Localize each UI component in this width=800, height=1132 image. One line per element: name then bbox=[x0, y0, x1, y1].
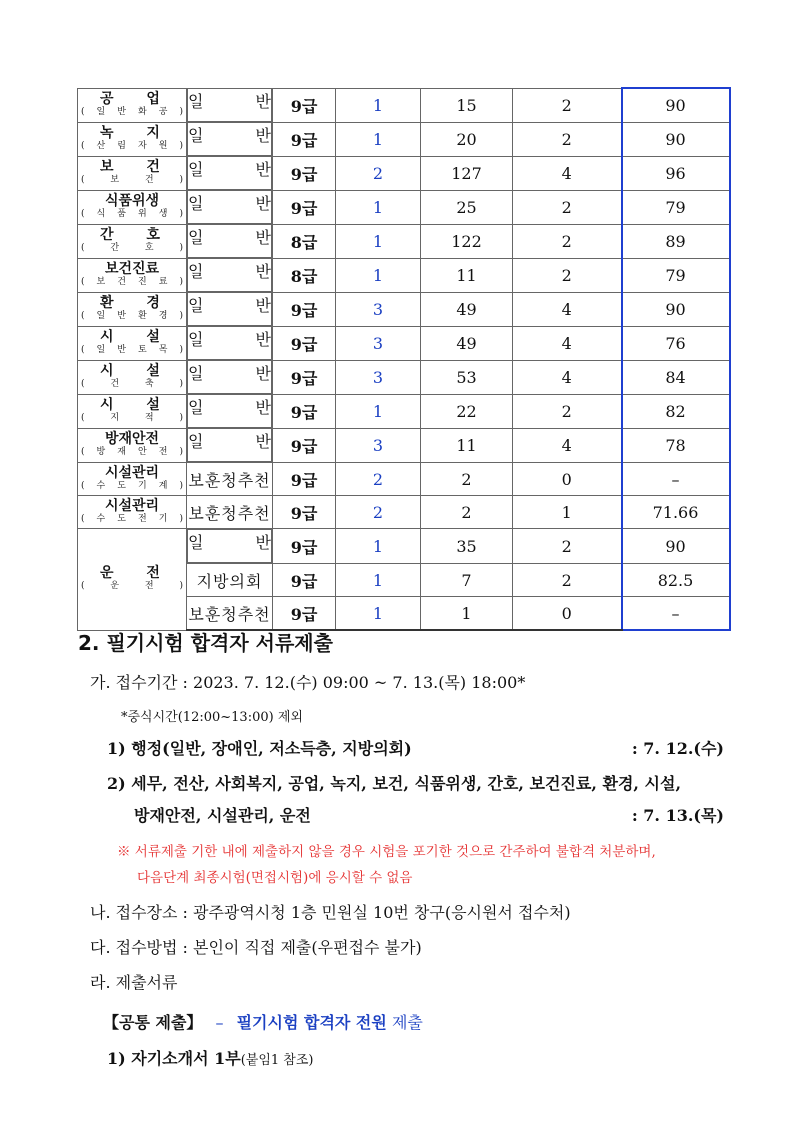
doc1-note: (붙임1 참조) bbox=[240, 1053, 314, 1068]
cutoff-score-cell: 79 bbox=[622, 190, 730, 224]
common-submission bbox=[103, 1010, 423, 1033]
job-subcategory-char: 도 bbox=[117, 514, 126, 524]
job-subcategory-char: 일 bbox=[96, 311, 106, 321]
recruit-count-cell: 3 bbox=[336, 292, 421, 326]
job-subcategory-char: 료 bbox=[158, 277, 168, 287]
recruit-count-cell: 3 bbox=[336, 326, 421, 360]
grade-cell: 9급 bbox=[273, 564, 336, 597]
recruit-type-part: 일 bbox=[188, 398, 204, 417]
recruit-type-cell: 보훈청추천 bbox=[187, 496, 273, 529]
job-subcategory-char: 토 bbox=[138, 345, 147, 355]
cutoff-score-cell: 79 bbox=[622, 258, 730, 292]
job-cell bbox=[78, 156, 187, 190]
job-subcategory bbox=[79, 514, 185, 525]
applicants-cell: 1 bbox=[421, 597, 513, 631]
job-name: 보 건 bbox=[100, 159, 174, 175]
job-subcategory-char: ( bbox=[81, 141, 85, 151]
job-cell bbox=[78, 258, 187, 292]
item1-date: : 7. 12.(수) bbox=[631, 739, 724, 758]
table-row bbox=[78, 326, 730, 360]
job-subcategory-char: ) bbox=[179, 413, 183, 423]
table-row bbox=[78, 292, 730, 326]
passers-cell: 4 bbox=[513, 156, 622, 190]
passers-cell: 1 bbox=[513, 496, 622, 529]
recruit-type-cell: 보훈청추천 bbox=[187, 597, 273, 631]
job-subcategory bbox=[79, 379, 185, 390]
job-subcategory-char: ( bbox=[81, 277, 85, 287]
recruit-type-part: 반 bbox=[255, 92, 271, 111]
recruit-type-cell: 보훈청추천 bbox=[187, 463, 273, 496]
recruit-count-cell: 1 bbox=[336, 597, 421, 631]
job-subcategory bbox=[79, 243, 185, 254]
job-subcategory-char: ( bbox=[81, 175, 85, 185]
cutoff-score-cell: 90 bbox=[622, 292, 730, 326]
job-cell bbox=[78, 360, 187, 394]
applicants-cell: 15 bbox=[421, 88, 513, 122]
job-subcategory-char: 일 bbox=[96, 107, 106, 117]
grade-cell: 8급 bbox=[273, 258, 336, 292]
recruit-count-cell: 1 bbox=[336, 529, 421, 564]
job-cell bbox=[78, 190, 187, 224]
documents-heading: 라. 제출서류 bbox=[90, 973, 178, 992]
job-subcategory-char: 림 bbox=[117, 141, 126, 151]
passers-cell: 4 bbox=[513, 326, 622, 360]
recruit-type-part: 일 bbox=[188, 228, 204, 247]
job-subcategory-char: ) bbox=[179, 514, 183, 524]
job-subcategory-char: ) bbox=[179, 107, 183, 117]
job-subcategory-char: ) bbox=[179, 277, 183, 287]
job-subcategory-char: 진 bbox=[138, 277, 147, 287]
applicants-cell: 49 bbox=[421, 292, 513, 326]
recruit-count-cell: 1 bbox=[336, 190, 421, 224]
job-name: 시 설 bbox=[100, 363, 174, 379]
job-subcategory bbox=[79, 311, 185, 322]
common-label: 【공통 제출】 bbox=[103, 1013, 203, 1032]
recruit-type-part: 반 bbox=[255, 364, 271, 383]
job-cell bbox=[78, 463, 187, 496]
grade-cell: 9급 bbox=[273, 292, 336, 326]
job-cell bbox=[78, 224, 187, 258]
recruit-type-part: 일 bbox=[188, 160, 204, 179]
job-cell bbox=[78, 326, 187, 360]
passers-cell: 2 bbox=[513, 190, 622, 224]
job-name: 녹 지 bbox=[100, 125, 174, 141]
job-subcategory bbox=[79, 277, 185, 288]
recruit-type-part: 일 bbox=[188, 432, 204, 451]
job-name: 식품위생 bbox=[104, 193, 160, 209]
job-subcategory-char: 반 bbox=[117, 107, 126, 117]
job-subcategory bbox=[79, 447, 185, 458]
job-subcategory-char: 식 bbox=[96, 209, 106, 219]
recruit-type-part: 일 bbox=[188, 364, 204, 383]
job-subcategory-char: 전 bbox=[144, 581, 154, 592]
job-subcategory-char: 보 bbox=[96, 277, 106, 287]
job-subcategory-char: ( bbox=[81, 243, 85, 253]
grade-cell: 9급 bbox=[273, 156, 336, 190]
job-subcategory-char: ( bbox=[81, 514, 85, 524]
cutoff-score-cell: 90 bbox=[622, 529, 730, 564]
job-subcategory-char: 간 bbox=[110, 243, 120, 253]
passers-cell: 2 bbox=[513, 394, 622, 428]
item2-line2: 방재안전, 시설관리, 운전 bbox=[134, 806, 311, 825]
item2-date: : 7. 13.(목) bbox=[631, 806, 724, 825]
passers-cell: 4 bbox=[513, 428, 622, 463]
recruit-type-part: 반 bbox=[255, 160, 271, 179]
job-subcategory-char: ) bbox=[179, 447, 183, 458]
job-subcategory-char: ) bbox=[179, 581, 183, 592]
job-name: 보건진료 bbox=[104, 261, 160, 277]
job-subcategory-char: 호 bbox=[144, 243, 154, 253]
recruit-type-cell bbox=[187, 156, 272, 190]
job-cell bbox=[78, 88, 187, 122]
recruit-count-cell: 2 bbox=[336, 156, 421, 190]
cutoff-score-cell: 90 bbox=[622, 88, 730, 122]
cutoff-score-cell: 96 bbox=[622, 156, 730, 190]
job-subcategory-char: 산 bbox=[96, 141, 106, 151]
job-subcategory-char: 수 bbox=[96, 514, 106, 524]
passers-cell: 4 bbox=[513, 292, 622, 326]
job-subcategory-char: ) bbox=[179, 379, 183, 389]
recruit-count-cell: 3 bbox=[336, 360, 421, 394]
cutoff-score-cell: 71.66 bbox=[622, 496, 730, 529]
grade-cell: 9급 bbox=[273, 463, 336, 496]
job-name: 시 설 bbox=[100, 397, 174, 413]
job-subcategory bbox=[79, 345, 185, 356]
recruit-type-part: 일 bbox=[188, 533, 204, 552]
recruit-type-cell bbox=[187, 190, 272, 224]
recruit-type-cell bbox=[187, 292, 272, 326]
passers-cell: 2 bbox=[513, 564, 622, 597]
job-subcategory-char: 품 bbox=[117, 209, 126, 219]
job-subcategory bbox=[79, 141, 185, 152]
recruit-type-part: 반 bbox=[255, 432, 271, 451]
recruit-type-part: 일 bbox=[188, 194, 204, 213]
recruit-type-part: 일 bbox=[188, 262, 204, 281]
applicants-cell: 2 bbox=[421, 496, 513, 529]
job-subcategory bbox=[79, 107, 185, 118]
applicants-cell: 49 bbox=[421, 326, 513, 360]
recruit-count-cell: 1 bbox=[336, 224, 421, 258]
grade-cell: 9급 bbox=[273, 496, 336, 529]
table-row bbox=[78, 258, 730, 292]
recruit-type-cell bbox=[187, 224, 272, 258]
job-cell bbox=[78, 529, 187, 631]
cutoff-score-cell: 84 bbox=[622, 360, 730, 394]
table-row bbox=[78, 394, 730, 428]
lunch-note: *중식시간(12:00~13:00) 제외 bbox=[121, 710, 303, 725]
job-subcategory-char: ( bbox=[81, 379, 85, 389]
table-row bbox=[78, 529, 730, 564]
table-row bbox=[78, 122, 730, 156]
recruit-count-cell: 2 bbox=[336, 496, 421, 529]
job-subcategory-char: ( bbox=[81, 107, 85, 117]
job-subcategory-char: 전 bbox=[138, 514, 147, 524]
applicants-cell: 11 bbox=[421, 428, 513, 463]
job-subcategory-char: ( bbox=[81, 209, 85, 219]
job-cell bbox=[78, 394, 187, 428]
job-subcategory-char: 반 bbox=[117, 345, 126, 355]
table-row bbox=[78, 224, 730, 258]
job-subcategory-char: ) bbox=[179, 345, 183, 355]
recruit-count-cell: 1 bbox=[336, 258, 421, 292]
job-subcategory-char: 환 bbox=[138, 311, 147, 321]
section-title: 2. 필기시험 합격자 서류제출 bbox=[78, 631, 333, 655]
recruit-type-cell bbox=[187, 326, 272, 360]
recruit-type-part: 반 bbox=[255, 533, 271, 552]
recruit-type-part: 반 bbox=[255, 228, 271, 247]
passers-cell: 2 bbox=[513, 224, 622, 258]
recruit-count-cell: 1 bbox=[336, 394, 421, 428]
job-subcategory-char: 기 bbox=[138, 481, 147, 491]
job-subcategory-char: ( bbox=[81, 447, 85, 458]
job-name: 공 업 bbox=[100, 91, 174, 107]
job-subcategory-char: 건 bbox=[110, 379, 120, 389]
job-subcategory-char: 안 bbox=[138, 447, 147, 458]
grade-cell: 9급 bbox=[273, 360, 336, 394]
cutoff-score-cell: – bbox=[622, 597, 730, 631]
recruit-type-part: 반 bbox=[255, 262, 271, 281]
job-subcategory-char: 기 bbox=[158, 514, 168, 524]
results-table bbox=[77, 87, 731, 631]
job-cell bbox=[78, 496, 187, 529]
job-subcategory-char: 생 bbox=[158, 209, 168, 219]
doc1-label: 1) 자기소개서 1부 bbox=[107, 1049, 241, 1068]
cutoff-score-cell: 82 bbox=[622, 394, 730, 428]
job-subcategory-char: 자 bbox=[138, 141, 147, 151]
job-subcategory-char: 보 bbox=[110, 175, 120, 185]
applicants-cell: 2 bbox=[421, 463, 513, 496]
recruit-type-cell bbox=[187, 360, 272, 394]
table-row bbox=[78, 463, 730, 496]
cutoff-score-cell: – bbox=[622, 463, 730, 496]
recruit-type-cell bbox=[187, 394, 272, 428]
job-cell bbox=[78, 122, 187, 156]
job-subcategory-char: 건 bbox=[117, 277, 126, 287]
cutoff-score-cell: 90 bbox=[622, 122, 730, 156]
common-tail: 제출 bbox=[391, 1013, 423, 1032]
warning-line1: ※ 서류제출 기한 내에 제출하지 않을 경우 시험을 포기한 것으로 간주하여 불합격 처분하며, bbox=[117, 844, 656, 860]
job-subcategory bbox=[79, 481, 185, 492]
job-name: 운 전 bbox=[100, 565, 174, 582]
job-name: 간 호 bbox=[100, 227, 174, 243]
cutoff-score-cell: 76 bbox=[622, 326, 730, 360]
job-subcategory-char: 수 bbox=[96, 481, 106, 491]
job-subcategory bbox=[79, 581, 185, 592]
passers-cell: 2 bbox=[513, 88, 622, 122]
job-name: 시 설 bbox=[100, 329, 174, 345]
grade-cell: 9급 bbox=[273, 597, 336, 631]
item2-line1: 2) 세무, 전산, 사회복지, 공업, 녹지, 보건, 식품위생, 간호, 보건진료, 환경, 시설, bbox=[107, 774, 682, 793]
recruit-type-cell: 지방의회 bbox=[187, 564, 273, 597]
recruit-type-part: 일 bbox=[188, 126, 204, 145]
recruit-type-cell bbox=[187, 529, 272, 563]
job-subcategory-char: 공 bbox=[158, 107, 168, 117]
job-subcategory-char: 일 bbox=[96, 345, 106, 355]
passers-cell: 2 bbox=[513, 122, 622, 156]
job-subcategory-char: 적 bbox=[144, 413, 154, 423]
recruit-type-part: 반 bbox=[255, 330, 271, 349]
grade-cell: 8급 bbox=[273, 224, 336, 258]
job-subcategory-char: 반 bbox=[117, 311, 126, 321]
applicants-cell: 7 bbox=[421, 564, 513, 597]
job-name: 시설관리 bbox=[104, 465, 160, 481]
job-subcategory-char: ) bbox=[179, 141, 183, 151]
item1-label: 1) 행정(일반, 장애인, 저소득층, 지방의회) bbox=[107, 739, 412, 758]
job-subcategory-char: ) bbox=[179, 175, 183, 185]
job-name: 방재안전 bbox=[104, 431, 160, 448]
recruit-type-part: 반 bbox=[255, 126, 271, 145]
receipt-period: 가. 접수기간 : 2023. 7. 12.(수) 09:00 ~ 7. 13.(목) 18:00* bbox=[90, 673, 526, 692]
job-subcategory-char: ( bbox=[81, 311, 85, 321]
job-subcategory bbox=[79, 175, 185, 186]
recruit-type-part: 반 bbox=[255, 194, 271, 213]
job-name: 시설관리 bbox=[104, 498, 160, 514]
job-subcategory-char: 운 bbox=[110, 581, 120, 592]
recruit-type-cell bbox=[187, 88, 272, 122]
job-subcategory-char: 화 bbox=[138, 107, 147, 117]
receipt-place: 나. 접수장소 : 광주광역시청 1층 민원실 10번 창구(응시원서 접수처) bbox=[90, 903, 571, 922]
cutoff-score-cell: 78 bbox=[622, 428, 730, 463]
job-subcategory-char: 전 bbox=[158, 447, 168, 458]
common-text: 필기시험 합격자 전원 bbox=[236, 1013, 387, 1032]
job-cell bbox=[78, 292, 187, 326]
recruit-type-part: 일 bbox=[188, 296, 204, 315]
applicants-cell: 11 bbox=[421, 258, 513, 292]
recruit-count-cell: 1 bbox=[336, 564, 421, 597]
applicants-cell: 35 bbox=[421, 529, 513, 564]
document-1 bbox=[107, 1046, 314, 1069]
job-subcategory-char: 건 bbox=[144, 175, 154, 185]
passers-cell: 0 bbox=[513, 597, 622, 631]
recruit-type-part: 반 bbox=[255, 296, 271, 315]
job-subcategory-char: 지 bbox=[110, 413, 120, 423]
job-subcategory-char: 축 bbox=[144, 379, 154, 389]
grade-cell: 9급 bbox=[273, 326, 336, 360]
grade-cell: 9급 bbox=[273, 529, 336, 564]
job-subcategory-char: 경 bbox=[158, 311, 168, 321]
table-row bbox=[78, 496, 730, 529]
job-subcategory-char: 위 bbox=[138, 209, 147, 219]
recruit-type-cell bbox=[187, 258, 272, 292]
applicants-cell: 20 bbox=[421, 122, 513, 156]
recruit-type-cell bbox=[187, 122, 272, 156]
table-row bbox=[78, 88, 730, 122]
applicants-cell: 22 bbox=[421, 394, 513, 428]
cutoff-score-cell: 89 bbox=[622, 224, 730, 258]
table-row bbox=[78, 156, 730, 190]
job-subcategory-char: ) bbox=[179, 209, 183, 219]
grade-cell: 9급 bbox=[273, 394, 336, 428]
job-subcategory-char: ( bbox=[81, 345, 85, 355]
table-row bbox=[78, 190, 730, 224]
recruit-count-cell: 1 bbox=[336, 88, 421, 122]
recruit-count-cell: 3 bbox=[336, 428, 421, 463]
job-cell bbox=[78, 428, 187, 463]
passers-cell: 2 bbox=[513, 258, 622, 292]
job-subcategory-char: 방 bbox=[96, 447, 106, 458]
job-subcategory-char: ) bbox=[179, 243, 183, 253]
recruit-count-cell: 1 bbox=[336, 122, 421, 156]
job-subcategory-char: 도 bbox=[117, 481, 126, 491]
job-subcategory bbox=[79, 209, 185, 220]
recruit-count-cell: 2 bbox=[336, 463, 421, 496]
grade-cell: 9급 bbox=[273, 122, 336, 156]
job-subcategory-char: ) bbox=[179, 481, 183, 491]
job-subcategory bbox=[79, 413, 185, 424]
passers-cell: 4 bbox=[513, 360, 622, 394]
recruit-type-part: 일 bbox=[188, 92, 204, 111]
common-dash: – bbox=[215, 1013, 224, 1032]
receipt-method: 다. 접수방법 : 본인이 직접 제출(우편접수 불가) bbox=[90, 938, 422, 957]
job-subcategory-char: ( bbox=[81, 413, 85, 423]
table-row bbox=[78, 428, 730, 463]
passers-cell: 0 bbox=[513, 463, 622, 496]
job-subcategory-char: ( bbox=[81, 581, 85, 592]
table-row bbox=[78, 360, 730, 394]
applicants-cell: 25 bbox=[421, 190, 513, 224]
grade-cell: 9급 bbox=[273, 88, 336, 122]
recruit-type-part: 반 bbox=[255, 398, 271, 417]
job-subcategory-char: 목 bbox=[158, 345, 168, 355]
job-subcategory-char: ) bbox=[179, 311, 183, 321]
applicants-cell: 127 bbox=[421, 156, 513, 190]
grade-cell: 9급 bbox=[273, 190, 336, 224]
recruit-type-cell bbox=[187, 428, 272, 462]
job-subcategory-char: ( bbox=[81, 481, 85, 491]
grade-cell: 9급 bbox=[273, 428, 336, 463]
applicants-cell: 122 bbox=[421, 224, 513, 258]
job-subcategory-char: 원 bbox=[158, 141, 168, 151]
job-subcategory-char: 재 bbox=[117, 447, 126, 458]
recruit-type-part: 일 bbox=[188, 330, 204, 349]
passers-cell: 2 bbox=[513, 529, 622, 564]
cutoff-score-cell: 82.5 bbox=[622, 564, 730, 597]
job-subcategory-char: 계 bbox=[158, 481, 168, 491]
applicants-cell: 53 bbox=[421, 360, 513, 394]
job-name: 환 경 bbox=[100, 295, 174, 311]
warning-line2: 다음단계 최종시험(면접시험)에 응시할 수 없음 bbox=[137, 870, 413, 886]
